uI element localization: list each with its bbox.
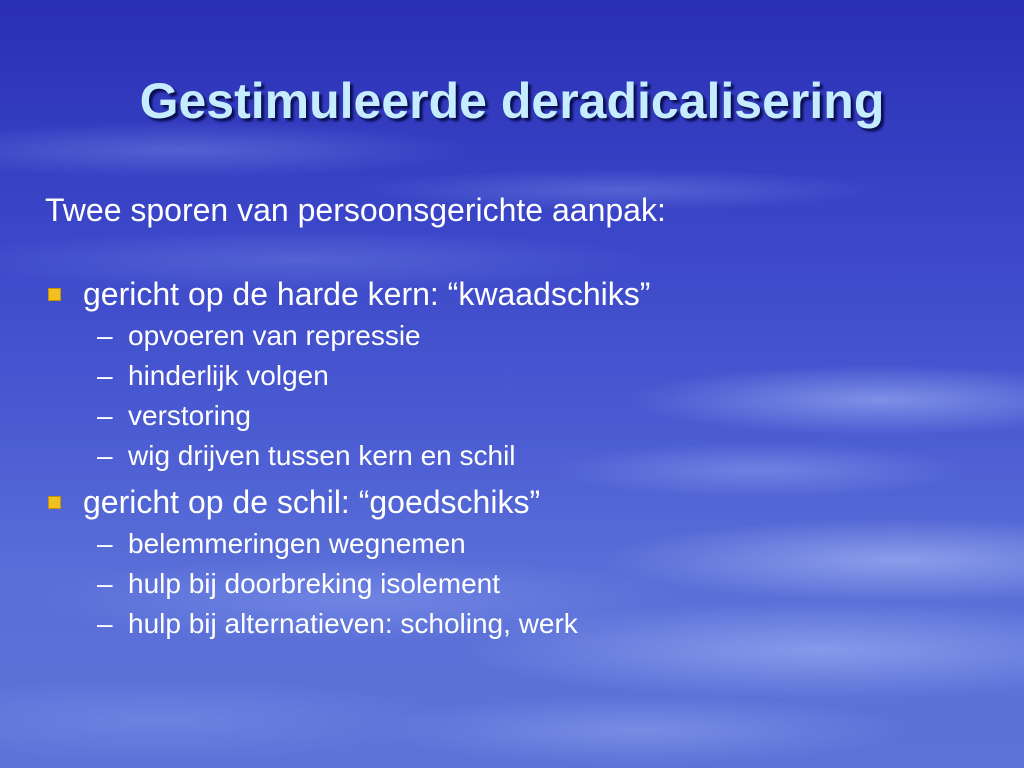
sub-item [45, 564, 995, 604]
sub-list [45, 524, 995, 644]
sub-item-label: hulp bij alternatieven: scholing, werk [128, 608, 578, 639]
sub-item-label: wig drijven tussen kern en schil [128, 440, 516, 471]
sub-item-label: verstoring [128, 400, 251, 431]
sub-item [45, 316, 995, 356]
sub-item-label: opvoeren van repressie [128, 320, 421, 351]
sub-item-label: hulp bij doorbreking isolement [128, 568, 500, 599]
intro-text: Twee sporen van persoonsgerichte aanpak: [45, 192, 666, 228]
sub-list [45, 316, 995, 476]
sub-item [45, 604, 995, 644]
slide-title: Gestimuleerde deradicalisering [139, 73, 885, 129]
dash-icon: – [97, 400, 113, 431]
bullet-label: gericht op de schil: “goedschiks” [83, 484, 541, 520]
dash-icon: – [97, 528, 113, 559]
sub-item-label: hinderlijk volgen [128, 360, 329, 391]
sub-item [45, 524, 995, 564]
bullet-item [45, 482, 995, 522]
dash-icon: – [97, 440, 113, 471]
slide-content [45, 190, 995, 644]
square-bullet-icon [48, 288, 61, 301]
dash-icon: – [97, 320, 113, 351]
sub-item [45, 436, 995, 476]
sub-item-label: belemmeringen wegnemen [128, 528, 466, 559]
dash-icon: – [97, 568, 113, 599]
square-bullet-icon [48, 496, 61, 509]
dash-icon: – [97, 360, 113, 391]
bullet-item [45, 274, 995, 314]
sub-item [45, 356, 995, 396]
dash-icon: – [97, 608, 113, 639]
bullet-label: gericht op de harde kern: “kwaadschiks” [83, 276, 651, 312]
sub-item [45, 396, 995, 436]
